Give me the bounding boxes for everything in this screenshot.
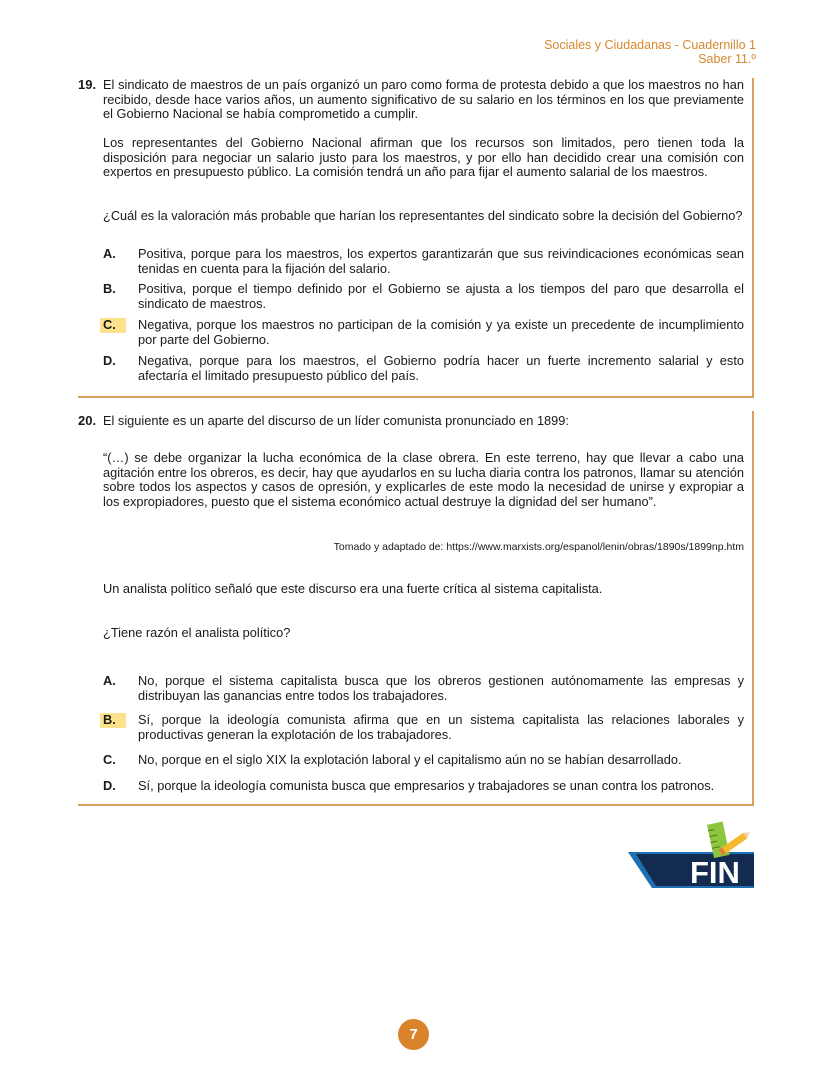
page-number: 7 — [398, 1019, 429, 1050]
header-subject: Sociales y Ciudadanas - Cuadernillo 1 — [544, 38, 756, 52]
page-header — [544, 38, 756, 66]
option-text: Positiva, porque el tiempo definido por el Gobierno se ajusta a los tiempos del paro que desarrolla el sindicato de maestros. — [138, 281, 744, 311]
option-letter: D. — [103, 353, 116, 368]
option-a[interactable] — [103, 674, 744, 703]
analyst-statement: Un analista político señaló que este discurso era una fuerte crítica al sistema capitalista. — [103, 581, 603, 596]
question-stem: El sindicato de maestros de un país organizó un paro como forma de protesta debido a que los maestros no han recibido, desde hace varios años, un aumento significativo de su salario en los términos en los que previamente el Gobierno Nacional se había comprometido a cumplir. — [103, 77, 744, 121]
option-letter: A. — [103, 246, 116, 261]
quote-source: Tomado y adaptado de: https://www.marxists.org/espanol/lenin/obras/1890s/1899np.htm — [333, 541, 744, 553]
header-exam: Saber 11.º — [698, 52, 756, 66]
question-20 — [78, 411, 754, 806]
option-text: No, porque el sistema capitalista busca que los obreros gestionen autónomamente las empresas y distribuyan las ganancias entre todos los trabajadores. — [138, 673, 744, 703]
question-context: Los representantes del Gobierno Nacional afirman que los recursos son limitados, pero tienen toda la disposición para negociar un salario justo para los maestros, y por ello han decidido crear una comisión con expertos en presupuesto público. La comisión tendrá un año para fijar el aumento salarial de los maestros. — [103, 135, 744, 179]
question-stem: El siguiente es un aparte del discurso de un líder comunista pronunciado en 1899: — [103, 413, 569, 428]
option-text: Negativa, porque para los maestros, el Gobierno podría hacer un fuerte incremento salarial y esto afectaría el limitado presupuesto público del país. — [138, 353, 744, 383]
question-prompt: ¿Tiene razón el analista político? — [103, 625, 291, 640]
option-letter: A. — [103, 673, 116, 688]
option-a[interactable] — [103, 247, 744, 276]
question-number: 19. — [78, 77, 97, 92]
option-letter: B. — [103, 281, 116, 296]
option-letter: C. — [103, 752, 116, 767]
fin-logo — [626, 818, 754, 890]
fin-text: FIN — [690, 855, 740, 890]
option-text: Positiva, porque para los maestros, los expertos garantizarán que sus reivindicaciones económicas sean tenidas en cuenta para la fijación del salario. — [138, 246, 744, 276]
option-b[interactable] — [103, 282, 744, 311]
option-b-correct[interactable] — [103, 713, 744, 742]
option-c[interactable] — [103, 753, 744, 768]
question-number: 20. — [78, 413, 97, 428]
option-text: Sí, porque la ideología comunista busca que empresarios y trabajadores se unan contra los patronos. — [138, 778, 715, 793]
speech-quote: “(…) se debe organizar la lucha económica de la clase obrera. En este terreno, hay que llevar a cabo una agitación entre los obreros, es decir, hay que ayudarlos en su lucha diaria contra los patronos, llamar su atención sobre todos los aspectos y casos de opresión, y explicarles de este modo la necesidad de unirse y expropiar a los expropiadores, puesto que el sistema económico actual destruye la dignidad del ser humano”. — [103, 450, 744, 509]
question-prompt: ¿Cuál es la valoración más probable que harían los representantes del sindicato sobre la decisión del Gobierno? — [103, 208, 743, 223]
option-text: No, porque en el siglo XIX la explotación laboral y el capitalismo aún no se habían desarrollado. — [138, 752, 682, 767]
option-text: Sí, porque la ideología comunista afirma que en un sistema capitalista las relaciones laborales y productivas generan la explotación de los trabajadores. — [138, 712, 744, 742]
question-19 — [78, 78, 754, 398]
option-letter-highlighted: C. — [100, 318, 126, 333]
option-d[interactable] — [103, 779, 744, 794]
option-c-correct[interactable] — [103, 318, 744, 347]
option-d[interactable] — [103, 354, 744, 383]
option-text: Negativa, porque los maestros no participan de la comisión y ya existe un precedente de incumplimiento por parte del Gobierno. — [138, 317, 744, 347]
option-letter: D. — [103, 778, 116, 793]
option-letter-highlighted: B. — [100, 713, 126, 728]
